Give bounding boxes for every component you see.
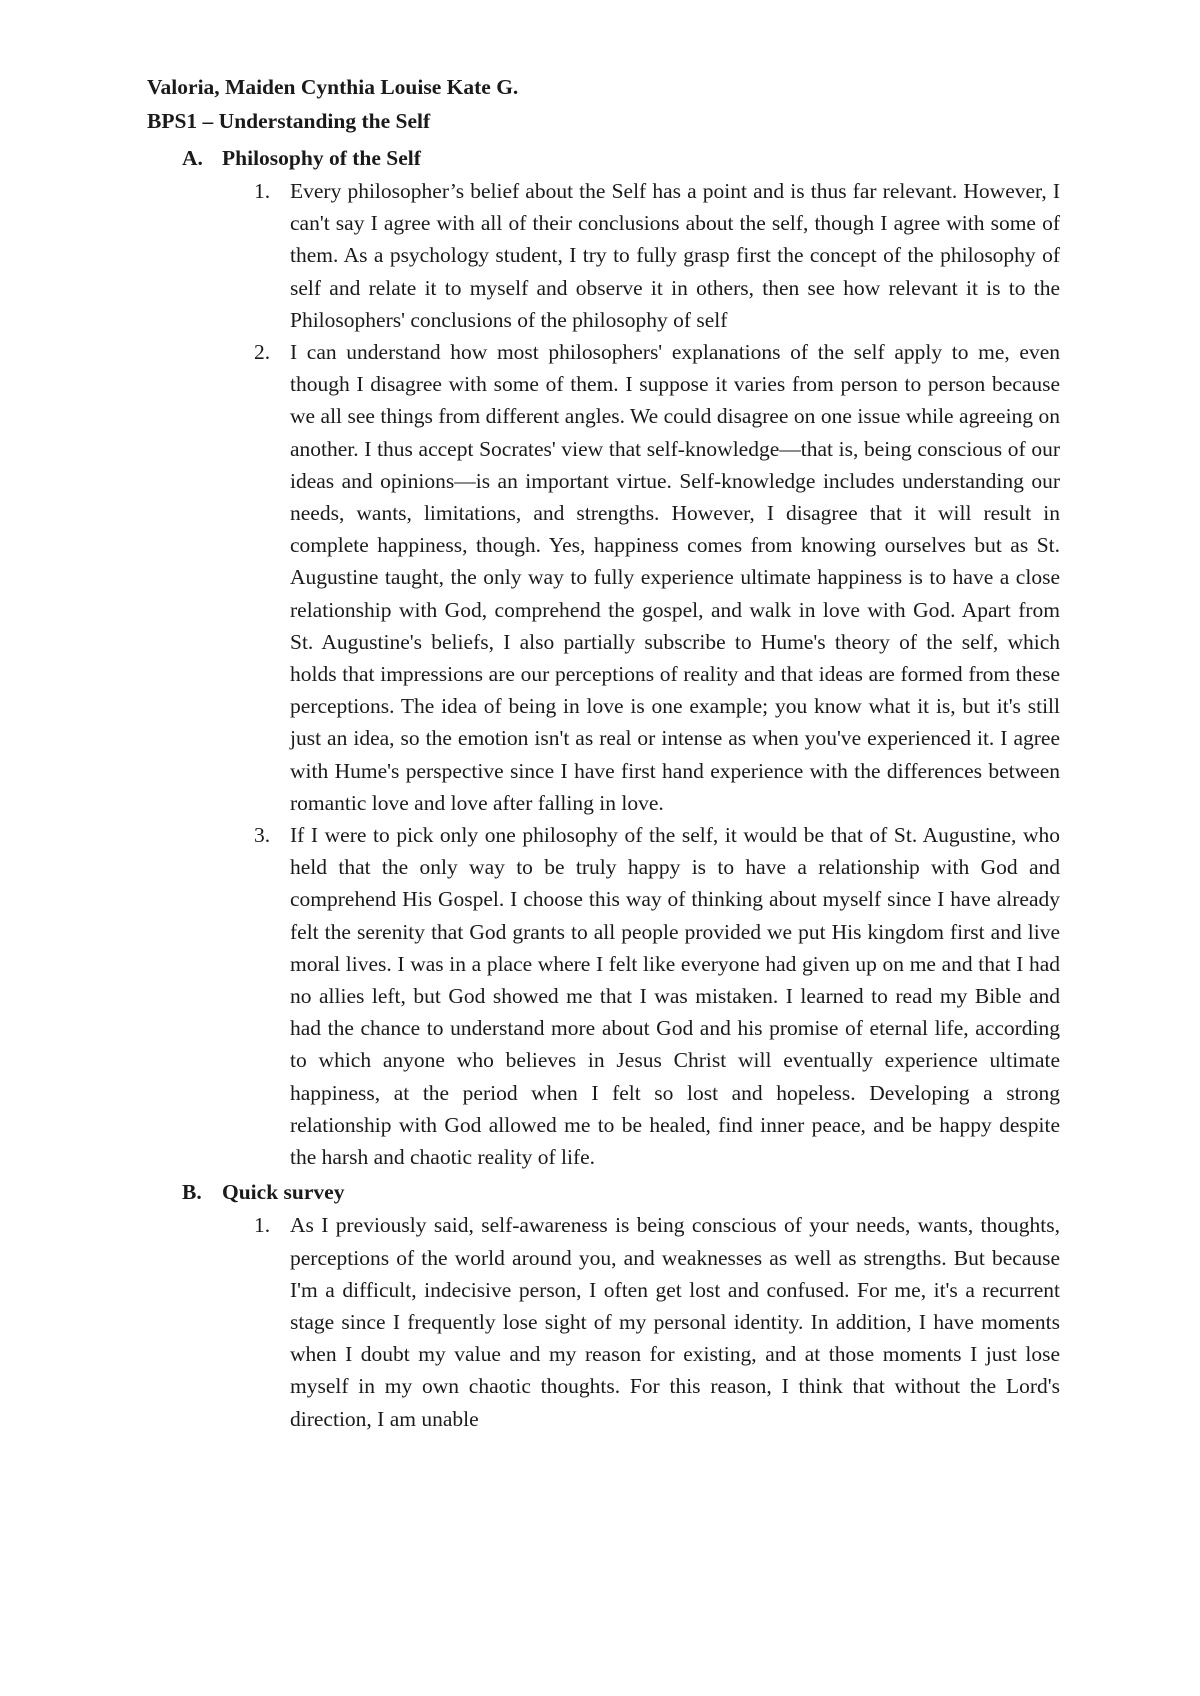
section-title: Quick survey	[222, 1180, 345, 1205]
numbered-list	[147, 175, 1067, 1173]
item-number: 1.	[254, 1213, 271, 1238]
document-body	[147, 141, 1067, 1435]
course-title: BPS1 – Understanding the Self	[147, 109, 431, 133]
item-text: Every philosopher’s belief about the Self has a point and is thus far relevant. However, I can't say I agree with all of their conclusions about the self, though I agree with some of them. As a psychology student, I try to fully grasp first the concept of the philosophy of self and relate it to myself and observe it in others, then see how relevant it is to the Philosophers' conclusions of the philosophy of self	[290, 179, 1060, 332]
item-number: 2.	[254, 340, 271, 365]
numbered-list	[147, 1209, 1067, 1434]
section-philosophy-of-self	[147, 141, 1067, 1173]
section-letter: B.	[182, 1180, 202, 1205]
section-quick-survey	[147, 1175, 1067, 1434]
item-number: 3.	[254, 823, 271, 848]
item-number: 1.	[254, 179, 271, 203]
list-item	[254, 1209, 1067, 1434]
author-name: Valoria, Maiden Cynthia Louise Kate G.	[147, 75, 519, 99]
document-header	[147, 70, 1067, 138]
item-text: I can understand how most philosophers' explanations of the self apply to me, even though I disagree with some of them. I suppose it varies from person to person because we all see things from different angles. We could disagree on one issue while agreeing on another. I thus accept Socrates' view that self-knowledge—that is, being conscious of our ideas and opinions—is an important virtue. Self-knowledge includes understanding our needs, wants, limitations, and strengths. However, I disagree that it will result in complete happiness, though. Yes, happiness comes from knowing ourselves but as St. Augustine taught, the only way to fully experience ultimate happiness is to have a close relationship with God, comprehend the gospel, and walk in love with God. Apart from St. Augustine's beliefs, I also partially subscribe to Hume's theory of the self, which holds that impressions are our perceptions of reality and that ideas are formed from these perceptions. The idea of being in love is one example; you know what it is, but it's still just an idea, so the emotion isn't as real or intense as when you've experienced it. I agree with Hume's perspective since I have first hand experience with the differences between romantic love and love after falling in love.	[290, 340, 1060, 815]
section-letter: A.	[182, 146, 203, 170]
list-item	[254, 819, 1067, 1173]
section-heading	[182, 1175, 1067, 1209]
list-item	[254, 336, 1067, 819]
item-text: If I were to pick only one philosophy of the self, it would be that of St. Augustine, who held that the only way to be truly happy is to have a relationship with God and comprehend His Gospel. I choose this way of thinking about myself since I have already felt the serenity that God grants to all people provided we put His kingdom first and live moral lives. I was in a place where I felt like everyone had given up on me and that I had no allies left, but God showed me that I was mistaken. I learned to read my Bible and had the chance to understand more about God and his promise of eternal life, according to which anyone who believes in Jesus Christ will eventually experience ultimate happiness, at the period when I felt so lost and hopeless. Developing a strong relationship with God allowed me to be healed, find inner peace, and be happy despite the harsh and chaotic reality of life.	[290, 823, 1060, 1170]
section-heading	[182, 141, 1067, 175]
item-text: As I previously said, self-awareness is being conscious of your needs, wants, thoughts, perceptions of the world around you, and weaknesses as well as strengths. But because I'm a difficult, indecisive person, I often get lost and confused. For me, it's a recurrent stage since I frequently lose sight of my personal identity. In addition, I have moments when I doubt my value and my reason for existing, and at those moments I just lose myself in my own chaotic thoughts. For this reason, I think that without the Lord's direction, I am unable	[290, 1213, 1060, 1431]
section-title: Philosophy of the Self	[222, 146, 421, 170]
list-item	[254, 175, 1067, 336]
